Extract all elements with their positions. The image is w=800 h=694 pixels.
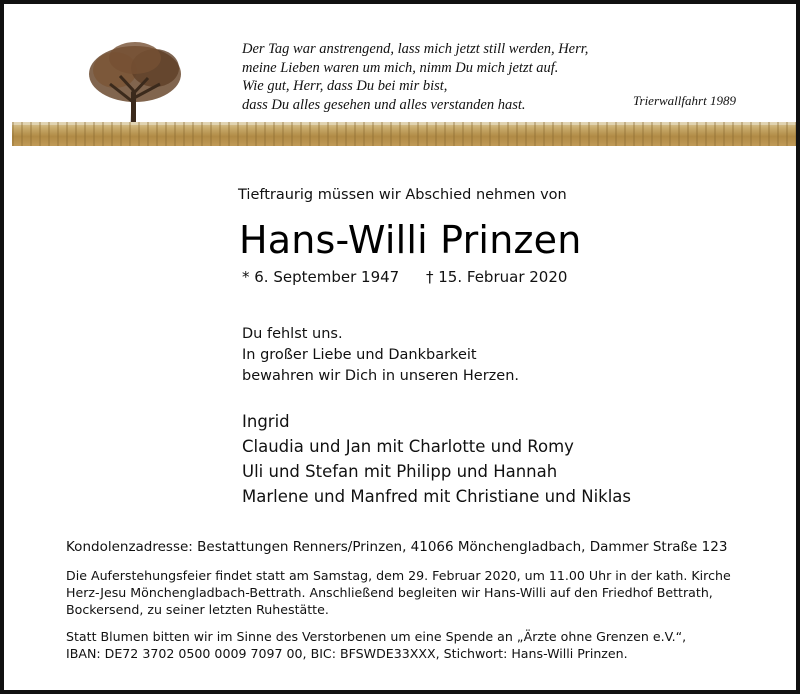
field-texture bbox=[12, 122, 796, 146]
message-line: In großer Liebe und Dankbarkeit bbox=[242, 347, 477, 363]
verse-source: Trierwallfahrt 1989 bbox=[633, 93, 736, 108]
birth-date: * 6. September 1947 bbox=[242, 268, 400, 286]
donation-line: Statt Blumen bitten wir im Sinne des Verstorbenen um eine Spende an „Ärzte ohne Grenzen e.V.“, bbox=[66, 629, 687, 644]
verse-line: Wie gut, Herr, dass Du bei mir bist, bbox=[242, 78, 448, 94]
ceremony-line: Die Auferstehungsfeier findet statt am Samstag, dem 29. Februar 2020, um 11.00 Uhr in der kath. Kirche bbox=[66, 568, 731, 583]
intro-text: Tieftraurig müssen wir Abschied nehmen von bbox=[238, 187, 567, 203]
ceremony-line: Herz-Jesu Mönchengladbach-Bettrath. Anschließend begleiten wir Hans-Willi auf den Friedhof Bettrath, bbox=[66, 585, 713, 600]
condolence-address: Kondolenzadresse: Bestattungen Renners/Prinzen, 41066 Mönchengladbach, Dammer Straße 123 bbox=[66, 539, 728, 555]
family-block bbox=[242, 409, 631, 509]
deceased-name: Hans-Willi Prinzen bbox=[239, 218, 582, 262]
message-line: bewahren wir Dich in unseren Herzen. bbox=[242, 368, 520, 384]
family-line: Ingrid bbox=[242, 412, 290, 431]
family-line: Claudia und Jan mit Charlotte und Romy bbox=[242, 437, 574, 456]
ceremony-line: Bockersend, zu seiner letzten Ruhestätte. bbox=[66, 602, 329, 617]
donation-line: IBAN: DE72 3702 0500 0009 7097 00, BIC: BFSWDE33XXX, Stichwort: Hans-Willi Prinzen. bbox=[66, 646, 628, 661]
verse-line: dass Du alles gesehen und alles verstanden hast. bbox=[242, 96, 526, 113]
verse-line: meine Lieben waren um mich, nimm Du mich jetzt auf. bbox=[242, 59, 559, 76]
family-line: Marlene und Manfred mit Christiane und Niklas bbox=[242, 487, 631, 506]
death-date: † 15. Februar 2020 bbox=[426, 268, 568, 286]
donation-info bbox=[66, 628, 686, 662]
family-line: Uli und Stefan mit Philipp und Hannah bbox=[242, 462, 558, 481]
message-line: Du fehlst uns. bbox=[242, 326, 343, 342]
verse bbox=[242, 40, 662, 114]
message-block bbox=[242, 324, 519, 387]
ceremony-info bbox=[66, 567, 731, 618]
verse-line: Der Tag war anstrengend, lass mich jetzt still werden, Herr, bbox=[242, 41, 589, 57]
